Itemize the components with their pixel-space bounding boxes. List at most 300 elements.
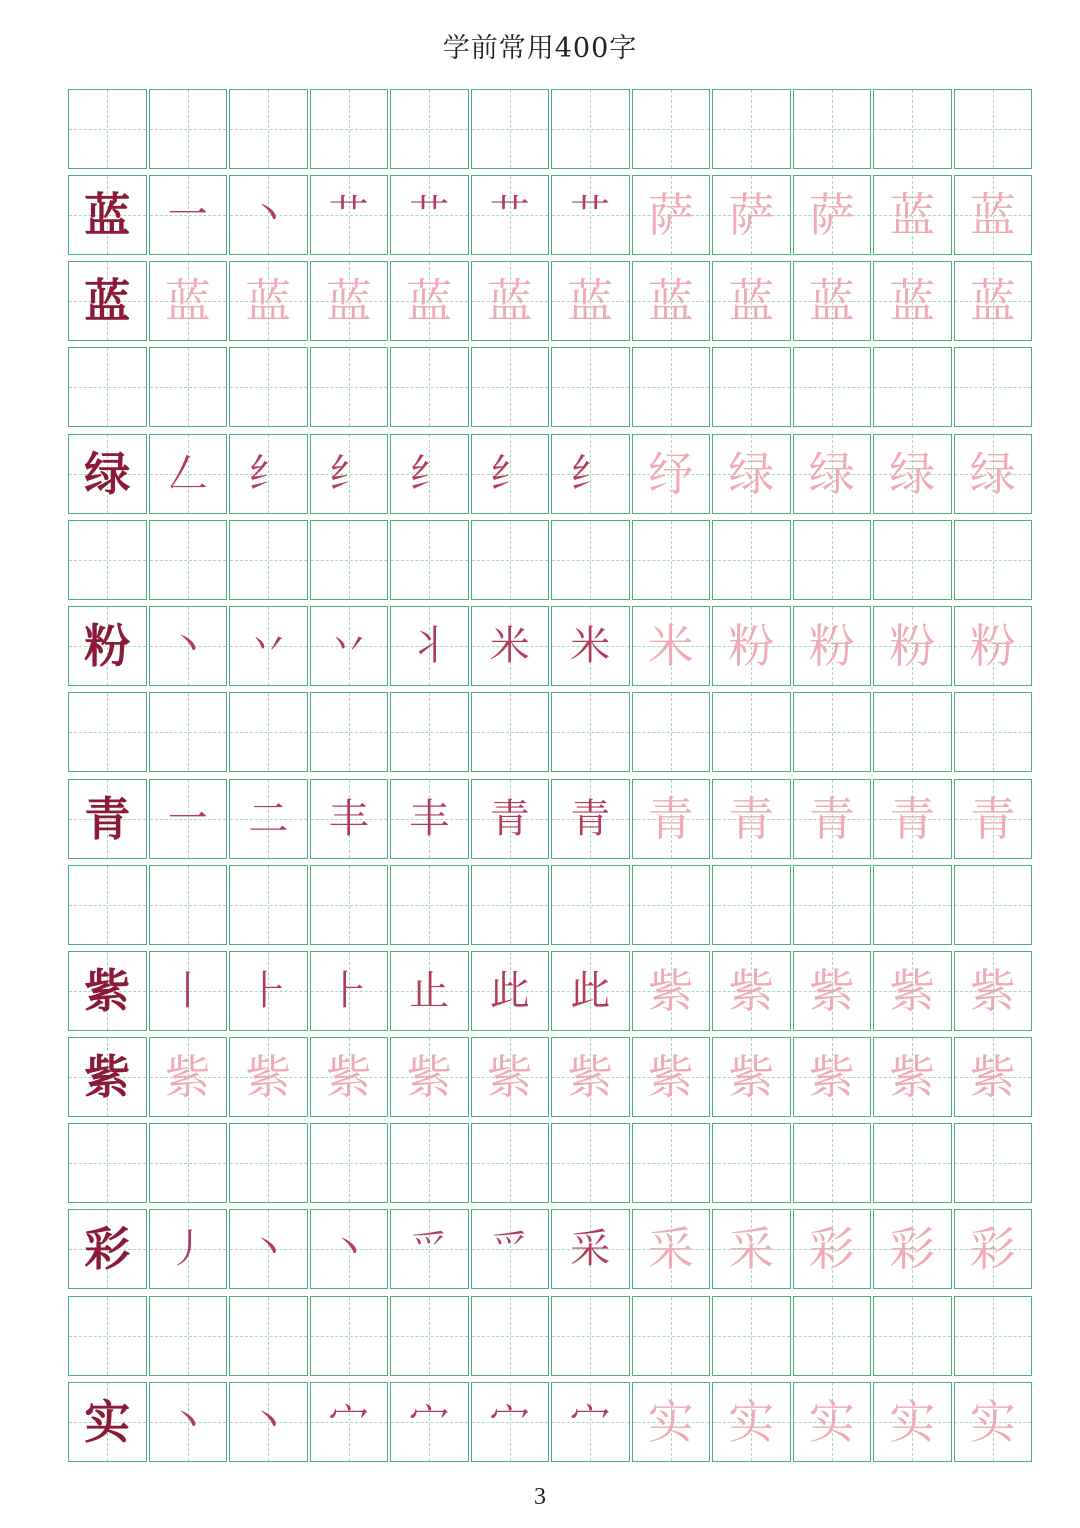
stroke-step-character: 蓝: [728, 274, 775, 328]
stroke-step-character: 丶: [328, 1226, 369, 1272]
practice-cell: [149, 692, 228, 772]
stroke-step-character: 绿: [889, 447, 936, 501]
stroke-step-character: 青: [489, 796, 530, 842]
stroke-step-character: 紫: [969, 1050, 1016, 1104]
practice-cell: [310, 1123, 389, 1203]
practice-cell: [712, 1037, 791, 1117]
practice-cell: [873, 865, 952, 945]
practice-cell: [712, 692, 791, 772]
practice-cell: [229, 347, 308, 427]
practice-cell: [551, 692, 630, 772]
model-character: 紫: [84, 964, 131, 1018]
practice-cell: [229, 434, 308, 514]
stroke-step-character: 蓝: [647, 274, 694, 328]
practice-cell: [471, 1037, 550, 1117]
stroke-step-character: 紫: [647, 1050, 694, 1104]
practice-row-1: [68, 89, 1032, 169]
stroke-step-character: 此: [570, 968, 611, 1014]
practice-row-9: [68, 779, 1032, 859]
stroke-step-character: 纟: [409, 451, 450, 497]
practice-cell: [390, 1209, 469, 1289]
stroke-step-character: 萨: [647, 188, 694, 242]
practice-cell: [712, 951, 791, 1031]
practice-cell: [793, 520, 872, 600]
practice-cell: [954, 434, 1033, 514]
practice-row-6: [68, 520, 1032, 600]
practice-cell: [793, 434, 872, 514]
stroke-step-character: 纟: [328, 451, 369, 497]
stroke-step-character: 紫: [567, 1050, 614, 1104]
practice-cell: [390, 1296, 469, 1376]
practice-cell: [793, 1123, 872, 1203]
practice-cell: [68, 261, 147, 341]
practice-row-13: [68, 1123, 1032, 1203]
practice-cell: [793, 1382, 872, 1462]
practice-cell: [390, 1037, 469, 1117]
practice-cell: [551, 261, 630, 341]
stroke-step-character: 粉: [889, 619, 936, 673]
practice-cell: [632, 692, 711, 772]
practice-cell: [229, 261, 308, 341]
model-character: 实: [84, 1395, 131, 1449]
practice-cell: [632, 520, 711, 600]
stroke-step-character: ⺊: [328, 968, 369, 1014]
practice-cell: [551, 175, 630, 255]
stroke-step-character: 丰: [409, 796, 450, 842]
practice-cell: [551, 434, 630, 514]
stroke-step-character: 艹: [409, 192, 450, 238]
stroke-step-character: 𠃋: [167, 451, 208, 497]
practice-cell: [229, 692, 308, 772]
practice-cell: [149, 951, 228, 1031]
practice-cell: [68, 1037, 147, 1117]
stroke-step-character: 粉: [808, 619, 855, 673]
stroke-step-character: 蓝: [325, 274, 372, 328]
practice-cell: [68, 1123, 147, 1203]
practice-cell: [390, 89, 469, 169]
practice-cell: [712, 1382, 791, 1462]
practice-cell: [310, 779, 389, 859]
practice-cell: [793, 865, 872, 945]
practice-cell: [712, 606, 791, 686]
practice-cell: [310, 89, 389, 169]
practice-cell: [954, 89, 1033, 169]
practice-cell: [873, 692, 952, 772]
practice-cell: [712, 520, 791, 600]
practice-cell: [149, 606, 228, 686]
practice-cell: [229, 1037, 308, 1117]
stroke-step-character: 彩: [889, 1222, 936, 1276]
practice-cell: [229, 1296, 308, 1376]
practice-cell: [873, 1209, 952, 1289]
practice-cell: [632, 865, 711, 945]
stroke-step-character: 纟: [489, 451, 530, 497]
stroke-step-character: 紫: [969, 964, 1016, 1018]
practice-row-16: [68, 1382, 1032, 1462]
practice-cell: [149, 1296, 228, 1376]
stroke-step-character: 彩: [969, 1222, 1016, 1276]
practice-cell: [873, 175, 952, 255]
practice-cell: [471, 1123, 550, 1203]
practice-cell: [712, 865, 791, 945]
practice-cell: [873, 1123, 952, 1203]
stroke-step-character: 米: [647, 619, 694, 673]
practice-cell: [873, 347, 952, 427]
model-character: 蓝: [84, 274, 131, 328]
practice-row-14: [68, 1209, 1032, 1289]
practice-cell: [954, 1296, 1033, 1376]
practice-cell: [471, 175, 550, 255]
practice-cell: [68, 865, 147, 945]
practice-cell: [310, 520, 389, 600]
stroke-step-character: 紫: [647, 964, 694, 1018]
practice-cell: [471, 89, 550, 169]
practice-cell: [873, 89, 952, 169]
stroke-step-character: 青: [647, 792, 694, 846]
model-character: 彩: [84, 1222, 131, 1276]
practice-cell: [310, 434, 389, 514]
practice-cell: [149, 261, 228, 341]
practice-cell: [229, 1382, 308, 1462]
practice-cell: [390, 865, 469, 945]
practice-cell: [954, 1123, 1033, 1203]
practice-cell: [149, 89, 228, 169]
stroke-step-character: 粉: [969, 619, 1016, 673]
stroke-step-character: 宀: [489, 1399, 530, 1445]
stroke-step-character: 此: [489, 968, 530, 1014]
practice-cell: [229, 779, 308, 859]
stroke-step-character: 一: [167, 192, 208, 238]
practice-cell: [954, 692, 1033, 772]
practice-cell: [954, 865, 1033, 945]
practice-cell: [310, 1037, 389, 1117]
practice-cell: [68, 1209, 147, 1289]
practice-cell: [632, 434, 711, 514]
practice-cell: [632, 606, 711, 686]
stroke-step-character: 二: [248, 796, 289, 842]
practice-cell: [551, 347, 630, 427]
practice-cell: [229, 520, 308, 600]
practice-cell: [310, 347, 389, 427]
practice-cell: [551, 1123, 630, 1203]
stroke-step-character: 采: [728, 1222, 775, 1276]
stroke-step-character: 采: [570, 1226, 611, 1272]
stroke-step-character: 丶: [248, 1226, 289, 1272]
practice-cell: [793, 692, 872, 772]
stroke-step-character: 紫: [889, 964, 936, 1018]
practice-cell: [229, 865, 308, 945]
practice-cell: [68, 1296, 147, 1376]
practice-cell: [632, 1037, 711, 1117]
practice-cell: [310, 692, 389, 772]
practice-cell: [149, 779, 228, 859]
practice-cell: [712, 434, 791, 514]
practice-cell: [873, 951, 952, 1031]
practice-cell: [68, 89, 147, 169]
stroke-step-character: 实: [728, 1395, 775, 1449]
stroke-step-character: 蓝: [969, 274, 1016, 328]
stroke-step-character: 纾: [647, 447, 694, 501]
stroke-step-character: 艹: [328, 192, 369, 238]
practice-row-4: [68, 347, 1032, 427]
practice-cell: [310, 261, 389, 341]
practice-cell: [954, 1037, 1033, 1117]
practice-cell: [149, 434, 228, 514]
stroke-step-character: 米: [570, 623, 611, 669]
practice-cell: [310, 1382, 389, 1462]
practice-cell: [471, 1382, 550, 1462]
practice-cell: [229, 1209, 308, 1289]
stroke-step-character: 采: [647, 1222, 694, 1276]
practice-cell: [873, 606, 952, 686]
practice-cell: [632, 347, 711, 427]
practice-row-5: [68, 434, 1032, 514]
practice-row-3: [68, 261, 1032, 341]
practice-cell: [149, 520, 228, 600]
practice-cell: [954, 1382, 1033, 1462]
practice-cell: [68, 779, 147, 859]
stroke-step-character: 纟: [248, 451, 289, 497]
stroke-step-character: 宀: [409, 1399, 450, 1445]
stroke-step-character: 蓝: [245, 274, 292, 328]
practice-cell: [390, 951, 469, 1031]
practice-cell: [712, 1296, 791, 1376]
practice-cell: [390, 434, 469, 514]
stroke-step-character: 彩: [808, 1222, 855, 1276]
practice-cell: [229, 951, 308, 1031]
practice-cell: [390, 1123, 469, 1203]
practice-cell: [954, 520, 1033, 600]
practice-cell: [471, 434, 550, 514]
stroke-step-character: 青: [570, 796, 611, 842]
practice-cell: [471, 1209, 550, 1289]
practice-cell: [310, 1296, 389, 1376]
stroke-step-character: 绿: [808, 447, 855, 501]
practice-cell: [954, 951, 1033, 1031]
practice-cell: [68, 692, 147, 772]
model-character: 青: [84, 792, 131, 846]
stroke-step-character: 紫: [245, 1050, 292, 1104]
practice-cell: [390, 692, 469, 772]
practice-cell: [471, 951, 550, 1031]
stroke-step-character: 宀: [570, 1399, 611, 1445]
practice-cell: [793, 1209, 872, 1289]
practice-cell: [390, 175, 469, 255]
stroke-step-character: 紫: [406, 1050, 453, 1104]
practice-cell: [954, 347, 1033, 427]
stroke-step-character: 青: [969, 792, 1016, 846]
practice-row-15: [68, 1296, 1032, 1376]
practice-cell: [712, 89, 791, 169]
practice-cell: [551, 865, 630, 945]
stroke-step-character: 实: [969, 1395, 1016, 1449]
practice-cell: [149, 865, 228, 945]
stroke-step-character: 紫: [728, 1050, 775, 1104]
practice-cell: [793, 1037, 872, 1117]
stroke-step-character: 蓝: [567, 274, 614, 328]
practice-cell: [229, 606, 308, 686]
practice-cell: [229, 175, 308, 255]
practice-cell: [954, 261, 1033, 341]
practice-cell: [390, 261, 469, 341]
practice-cell: [149, 1382, 228, 1462]
practice-cell: [310, 1209, 389, 1289]
practice-cell: [712, 1123, 791, 1203]
stroke-step-character: 蓝: [969, 188, 1016, 242]
practice-cell: [551, 1382, 630, 1462]
practice-cell: [471, 261, 550, 341]
model-character: 绿: [84, 447, 131, 501]
stroke-step-character: 绿: [728, 447, 775, 501]
practice-cell: [149, 1123, 228, 1203]
practice-cell: [551, 779, 630, 859]
stroke-step-character: 丨: [167, 968, 208, 1014]
practice-cell: [68, 606, 147, 686]
practice-cell: [551, 89, 630, 169]
practice-cell: [551, 520, 630, 600]
practice-cell: [954, 606, 1033, 686]
practice-row-11: [68, 951, 1032, 1031]
practice-cell: [471, 347, 550, 427]
practice-cell: [632, 779, 711, 859]
practice-cell: [390, 520, 469, 600]
practice-cell: [954, 175, 1033, 255]
practice-cell: [68, 347, 147, 427]
practice-cell: [632, 1382, 711, 1462]
practice-cell: [310, 606, 389, 686]
stroke-step-character: 实: [808, 1395, 855, 1449]
practice-cell: [632, 951, 711, 1031]
practice-cell: [793, 951, 872, 1031]
practice-cell: [229, 89, 308, 169]
stroke-step-character: 米: [489, 623, 530, 669]
practice-cell: [471, 520, 550, 600]
practice-cell: [793, 1296, 872, 1376]
practice-cell: [471, 865, 550, 945]
practice-cell: [873, 434, 952, 514]
practice-cell: [632, 89, 711, 169]
practice-cell: [954, 779, 1033, 859]
practice-cell: [712, 1209, 791, 1289]
practice-cell: [793, 347, 872, 427]
practice-cell: [793, 89, 872, 169]
stroke-step-character: 纟: [570, 451, 611, 497]
practice-cell: [873, 1037, 952, 1117]
stroke-step-character: 蓝: [889, 274, 936, 328]
practice-cell: [551, 1296, 630, 1376]
practice-cell: [712, 347, 791, 427]
practice-cell: [310, 951, 389, 1031]
stroke-step-character: 紫: [808, 1050, 855, 1104]
practice-cell: [390, 347, 469, 427]
stroke-step-character: 蓝: [164, 274, 211, 328]
practice-cell: [68, 951, 147, 1031]
model-character: 蓝: [84, 188, 131, 242]
practice-cell: [873, 779, 952, 859]
stroke-step-character: 萨: [728, 188, 775, 242]
stroke-step-character: 紫: [486, 1050, 533, 1104]
stroke-step-character: 艹: [489, 192, 530, 238]
practice-cell: [632, 1123, 711, 1203]
practice-cell: [873, 261, 952, 341]
practice-cell: [873, 1382, 952, 1462]
practice-cell: [873, 520, 952, 600]
stroke-step-character: 丶: [167, 1399, 208, 1445]
practice-cell: [229, 1123, 308, 1203]
practice-cell: [551, 951, 630, 1031]
practice-cell: [632, 261, 711, 341]
stroke-step-character: 紫: [164, 1050, 211, 1104]
practice-cell: [471, 692, 550, 772]
practice-cell: [632, 1209, 711, 1289]
model-character: 紫: [84, 1050, 131, 1104]
practice-cell: [310, 175, 389, 255]
page-title: 学前常用400字: [442, 33, 638, 64]
practice-cell: [471, 779, 550, 859]
stroke-step-character: 艹: [570, 192, 611, 238]
practice-cell: [793, 175, 872, 255]
practice-row-12: [68, 1037, 1032, 1117]
practice-cell: [68, 175, 147, 255]
stroke-step-character: 粉: [728, 619, 775, 673]
stroke-step-character: 丶: [167, 623, 208, 669]
practice-cell: [551, 606, 630, 686]
stroke-step-character: 蓝: [808, 274, 855, 328]
stroke-step-character: ⺊: [248, 968, 289, 1014]
stroke-step-character: 紫: [889, 1050, 936, 1104]
stroke-step-character: 萨: [808, 188, 855, 242]
practice-cell: [632, 175, 711, 255]
stroke-step-character: 实: [647, 1395, 694, 1449]
practice-cell: [793, 261, 872, 341]
stroke-step-character: 紫: [325, 1050, 372, 1104]
stroke-step-character: 实: [889, 1395, 936, 1449]
stroke-step-character: 蓝: [889, 188, 936, 242]
stroke-step-character: 丬: [409, 623, 450, 669]
stroke-step-character: 青: [728, 792, 775, 846]
page-number: 3: [534, 1484, 546, 1510]
practice-cell: [390, 1382, 469, 1462]
practice-cell: [149, 347, 228, 427]
stroke-step-character: 丷: [248, 623, 289, 669]
practice-row-2: [68, 175, 1032, 255]
stroke-step-character: 一: [167, 796, 208, 842]
stroke-step-character: 蓝: [406, 274, 453, 328]
practice-cell: [68, 434, 147, 514]
stroke-step-character: 止: [409, 968, 450, 1014]
stroke-step-character: 青: [808, 792, 855, 846]
practice-cell: [471, 606, 550, 686]
practice-cell: [712, 779, 791, 859]
practice-cell: [149, 1209, 228, 1289]
stroke-step-character: 青: [889, 792, 936, 846]
practice-cell: [873, 1296, 952, 1376]
practice-cell: [149, 1037, 228, 1117]
practice-row-7: [68, 606, 1032, 686]
stroke-step-character: 爫: [409, 1226, 450, 1272]
practice-cell: [712, 261, 791, 341]
stroke-step-character: 丿: [167, 1226, 208, 1272]
practice-cell: [712, 175, 791, 255]
practice-cell: [68, 1382, 147, 1462]
stroke-step-character: 丶: [248, 1399, 289, 1445]
stroke-step-character: 爫: [489, 1226, 530, 1272]
stroke-step-character: 紫: [808, 964, 855, 1018]
practice-cell: [149, 175, 228, 255]
practice-cell: [390, 779, 469, 859]
practice-row-10: [68, 865, 1032, 945]
stroke-step-character: 丰: [328, 796, 369, 842]
